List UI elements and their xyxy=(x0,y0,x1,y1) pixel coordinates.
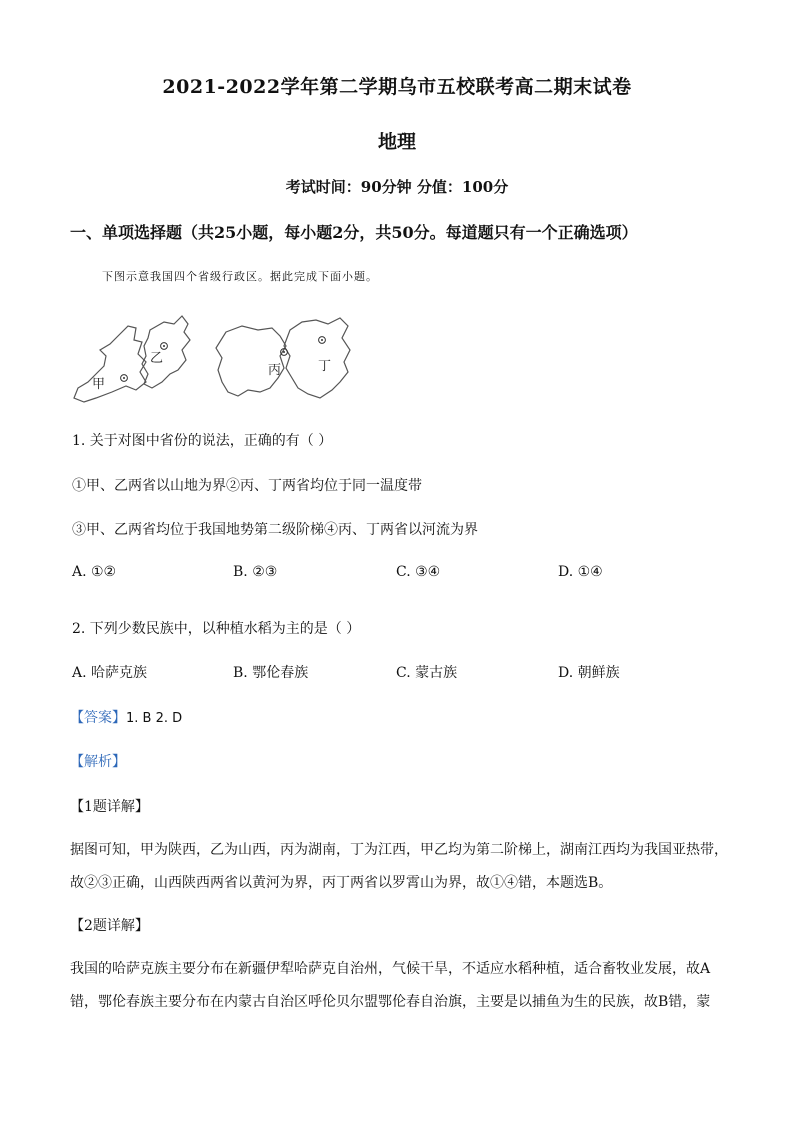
detail1-heading: 【1题详解】 xyxy=(70,799,149,815)
capital-marker-jia xyxy=(121,375,128,382)
q2-option-b: B. 鄂伦春族 xyxy=(233,665,309,681)
province-map xyxy=(66,312,366,412)
q1-option-d: D. ①④ xyxy=(558,564,603,580)
answer-line xyxy=(70,707,182,727)
map-label-jia: 甲 xyxy=(92,377,106,392)
province-jia-outline xyxy=(74,326,146,402)
q1-stem: 1. 关于对图中省份的说法，正确的有（ ） xyxy=(72,433,333,449)
q1-option-b: B. ②③ xyxy=(233,564,278,580)
answer-text: 1. B 2. D xyxy=(126,711,183,726)
capital-marker-yi xyxy=(161,343,168,350)
province-ding-outline xyxy=(284,318,350,398)
q2-option-c: C. 蒙古族 xyxy=(396,665,458,681)
map-label-yi: 乙 xyxy=(150,351,164,366)
map-label-bing: 丙 xyxy=(268,363,282,378)
q2-option-a: A. 哈萨克族 xyxy=(72,665,148,681)
question-intro: 下图示意我国四个省级行政区。据此完成下面小题。 xyxy=(102,270,378,283)
q1-option-c: C. ③④ xyxy=(396,564,441,580)
answer-tag: 【答案】 xyxy=(70,710,126,726)
q1-statement-line-2: ③甲、乙两省均位于我国地势第二级阶梯④丙、丁两省以河流为界 xyxy=(72,522,478,538)
q1-statement-line-1: ①甲、乙两省以山地为界②丙、丁两省均位于同一温度带 xyxy=(72,478,422,494)
analysis-tag: 【解析】 xyxy=(70,754,126,770)
detail2-heading: 【2题详解】 xyxy=(70,918,149,934)
q2-stem: 2. 下列少数民族中，以种植水稻为主的是（ ） xyxy=(72,621,361,637)
exam-title: 2021-2022学年第二学期乌市五校联考高二期末试卷 xyxy=(162,76,632,98)
capital-marker-ding xyxy=(319,337,326,344)
detail1-text: 据图可知，甲为陕西，乙为山西，丙为湖南，丁为江西，甲乙均为第二阶梯上，湖南江西均为我国亚热带，故②③正确，山西陕西两省以黄河为界，丙丁两省以罗霄山为界，故①④错，本题选B。 xyxy=(70,842,728,891)
q1-option-a: A. ①② xyxy=(72,564,117,580)
detail2-text: 我国的哈萨克族主要分布在新疆伊犁哈萨克自治州，气候干旱，不适应水稻种植，适合畜牧业发展，故A错，鄂伦春族主要分布在内蒙古自治区呼伦贝尔盟鄂伦春自治旗，主要是以捕鱼为生的民族，故B错，蒙 xyxy=(70,961,711,1010)
q2-option-d: D. 朝鲜族 xyxy=(558,665,620,681)
province-bing-outline xyxy=(216,326,286,396)
exam-meta: 考试时间：90分钟 分值：100分 xyxy=(285,178,509,196)
section-heading: 一、单项选择题（共25小题，每小题2分，共50分。每道题只有一个正确选项） xyxy=(70,223,638,242)
subject-title: 地理 xyxy=(377,131,416,153)
map-label-ding: 丁 xyxy=(318,359,332,374)
